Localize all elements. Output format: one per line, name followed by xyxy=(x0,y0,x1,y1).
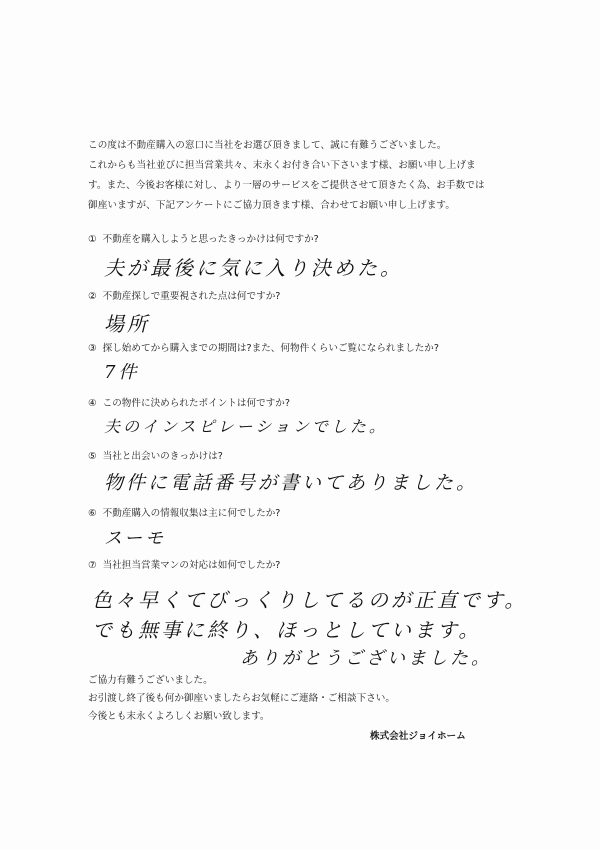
question-text: 当社担当営業マンの対応は如何でしたか? xyxy=(102,560,281,571)
intro-paragraph xyxy=(88,136,528,216)
intro-line: この度は不動産購入の窓口に当社をお選び頂きまして、誠に有難うございました。 xyxy=(88,140,447,151)
question-number: ③ xyxy=(88,343,97,354)
question-text: この物件に決められたポイントは何ですか? xyxy=(102,398,290,409)
question-text: 不動産探しで重要視された点は何ですか? xyxy=(102,291,281,302)
question-number: ④ xyxy=(88,398,97,409)
question-2 xyxy=(88,288,280,302)
answer-7-line-2-handwritten: でも無事に終り、ほっとしています。 xyxy=(92,618,482,642)
question-7 xyxy=(88,557,280,571)
answer-6-handwritten: スーモ xyxy=(104,528,167,549)
question-number: ⑦ xyxy=(88,560,97,571)
question-number: ① xyxy=(88,234,97,245)
closing-line: 今後とも末永くよろしくお願い致します。 xyxy=(88,711,270,722)
question-number: ⑤ xyxy=(88,451,97,462)
question-3 xyxy=(88,340,439,354)
question-text: 当社と出会いのきっかけは? xyxy=(102,451,223,462)
answer-7-line-1-handwritten: 色々早くてびっくりしてるのが正直です。 xyxy=(92,588,528,612)
intro-line: す。また、今後お客様に対し、より一層のサービスをご提供させて頂きたく為、お手数では xyxy=(88,180,485,191)
answer-4-handwritten: 夫のインスピレーションでした。 xyxy=(104,417,388,436)
answer-5-handwritten: 物件に電話番号が書いてありました。 xyxy=(104,472,479,494)
question-number: ⑥ xyxy=(88,508,97,519)
question-number: ② xyxy=(88,291,97,302)
closing-line: ご協力有難うございました。 xyxy=(88,675,213,686)
company-name: 株式会社ジョイホーム xyxy=(370,731,466,742)
answer-1-handwritten: 夫が最後に気に入り決めた。 xyxy=(104,256,403,280)
answer-3-handwritten: 7件 xyxy=(104,362,140,383)
closing-paragraph xyxy=(88,672,395,726)
answer-2-handwritten: 場所 xyxy=(104,312,150,336)
question-6 xyxy=(88,505,280,519)
question-5 xyxy=(88,448,223,462)
question-4 xyxy=(88,395,290,409)
answer-7-line-3-handwritten: ありがとうございました。 xyxy=(240,648,492,669)
intro-line: これからも当社並びに担当営業共々、末永くお付き合い下さいます様、お願い申し上げま xyxy=(88,160,476,171)
question-text: 不動産購入の情報収集は主に何でしたか? xyxy=(102,508,281,519)
closing-line: お引渡し終了後も何か御座いましたらお気軽にご連絡・ご相談下さい。 xyxy=(88,693,395,704)
question-text: 不動産を購入しようと思ったきっかけは何ですか? xyxy=(102,234,319,245)
intro-line: 御座いますが、下記アンケートにご協力頂きます様、合わせてお願い申し上げます。 xyxy=(88,200,456,211)
question-1 xyxy=(88,231,319,245)
question-text: 探し始めてから購入までの期間は?また、何物件くらいご覧になられましたか? xyxy=(102,343,439,354)
